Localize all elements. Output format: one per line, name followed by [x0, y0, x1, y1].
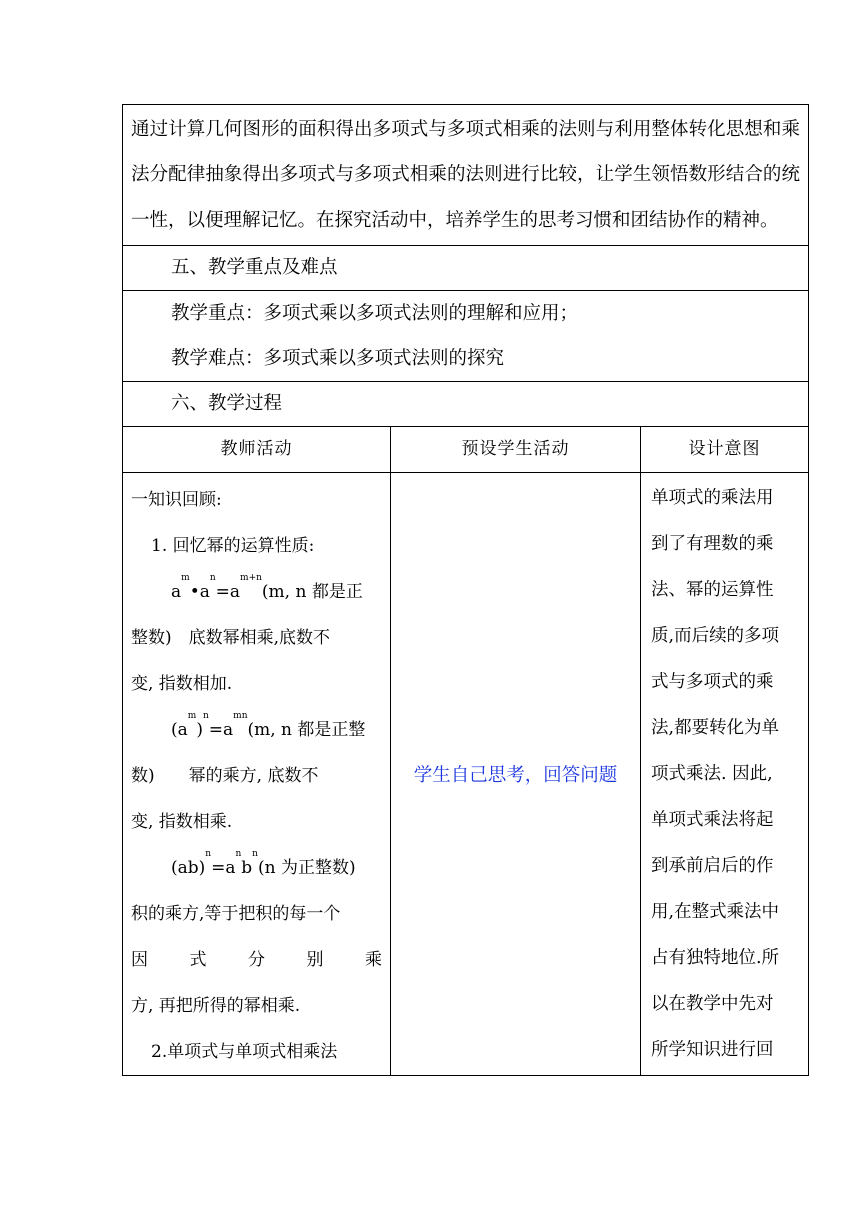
rule-3-formula: $(ab)^n=a^nb^n(n$ 为正整数) [171, 848, 356, 878]
section6-title: 六、教学过程 [123, 381, 809, 426]
design-intent-cell [641, 472, 809, 1075]
process-row [123, 472, 809, 1075]
lesson-plan-table [122, 104, 809, 1076]
student-activity-cell [391, 472, 641, 1075]
rule-1-formula: $a^m•a^n=a^{m+n}(m$, n 都是正 [171, 572, 363, 602]
rule-1-line-3: 变, 指数相加. [131, 673, 233, 694]
header-student-activity: 预设学生活动 [391, 426, 641, 472]
header-teacher-activity: 教师活动 [123, 426, 391, 472]
design-line: 所学知识进行回 [651, 1039, 774, 1060]
item-2: 2.单项式与单项式相乘法 [151, 1041, 338, 1062]
design-line: 到承前启后的作 [651, 855, 774, 876]
section5-title: 五、教学重点及难点 [123, 245, 809, 290]
section6-row [123, 381, 809, 426]
design-line: 到了有理数的乘 [651, 533, 774, 554]
design-line: 用,在整式乘法中 [651, 901, 780, 922]
design-line: 式与多项式的乘 [651, 671, 774, 692]
rule-1-line-2: 整数) 底数幂相乘,底数不 [131, 627, 331, 648]
key-point-text: 教学重点：多项式乘以多项式法则的理解和应用； [171, 302, 579, 324]
rule-3-line-2: 积的乘方,等于把积的每一个 [131, 903, 341, 924]
intro-row [123, 105, 809, 246]
rule-2-line-2: 数) 幂的乘方, 底数不 [131, 765, 319, 786]
design-line: 法、幂的运算性 [651, 579, 774, 600]
item-1: 1. 回忆幂的运算性质: [151, 535, 315, 556]
key-points-row [123, 290, 809, 381]
rule-2-line-3: 变, 指数相乘. [131, 811, 233, 832]
difficult-point-text: 教学难点：多项式乘以多项式法则的探究 [171, 347, 505, 369]
lesson-plan-document [122, 104, 808, 1076]
design-line: 以在教学中先对 [651, 993, 774, 1014]
design-line: 质,而后续的多项 [651, 625, 780, 646]
design-line: 单项式的乘法用 [651, 487, 774, 508]
header-row [123, 426, 809, 472]
review-title: 一知识回顾: [131, 489, 222, 510]
header-design-intent: 设计意图 [641, 426, 809, 472]
design-line: 项式乘法. 因此, [651, 763, 773, 784]
rule-3-line-3: 因式分别乘 [131, 949, 382, 970]
student-activity-text: 学生自己思考，回答问题 [413, 764, 618, 786]
design-line: 占有独特地位.所 [651, 947, 780, 968]
design-line: 单项式乘法将起 [651, 809, 774, 830]
rule-2-formula: $(a^m)^n=a^{mn}(m$, n 都是正整 [171, 710, 366, 740]
section5-row [123, 245, 809, 290]
design-line: 法,都要转化为单 [651, 717, 780, 738]
teacher-activity-cell [123, 472, 391, 1075]
intro-paragraph: 通过计算几何图形的面积得出多项式与多项式相乘的法则与利用整体转化思想和乘法分配律抽象得出多项式与多项式相乘的法则进行比较，让学生领悟数形结合的统一性，以便理解记忆。在探究活动中，培养学生的思考习惯和团结协作的精神。 [123, 105, 809, 246]
rule-3-line-4: 方, 再把所得的幂相乘. [131, 995, 301, 1016]
